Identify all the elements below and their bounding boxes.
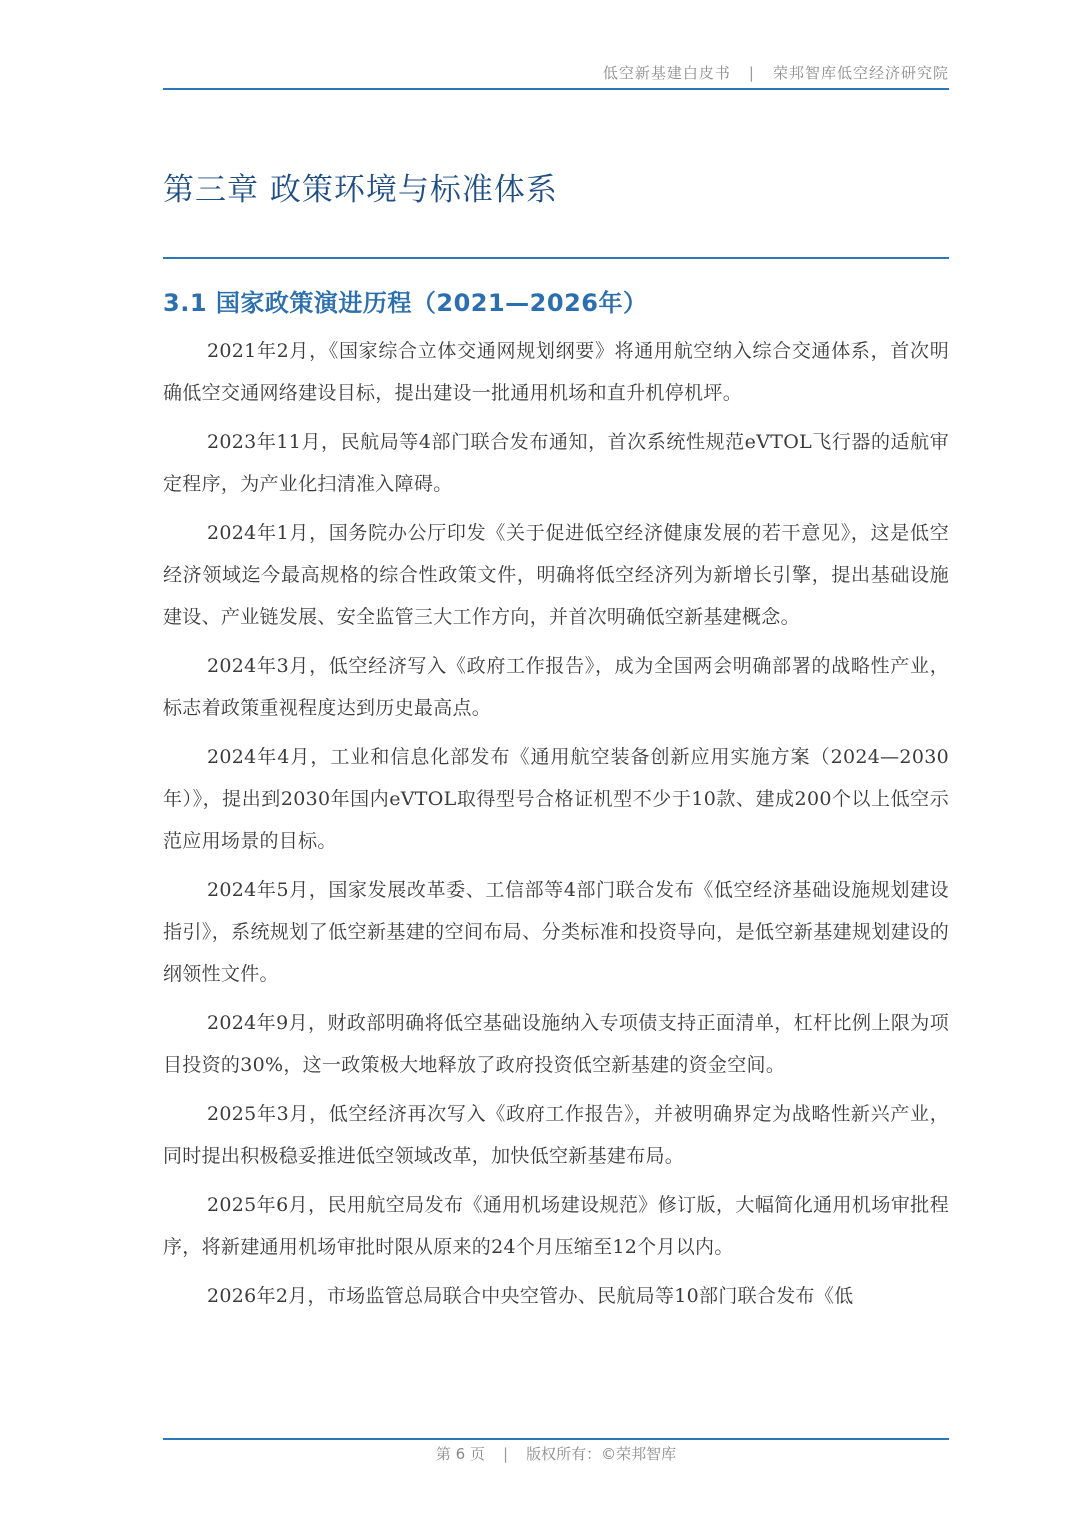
- chapter-divider: [163, 257, 949, 259]
- paragraph: 2024年9月，财政部明确将低空基础设施纳入专项债支持正面清单，杠杆比例上限为项目投资的30%，这一政策极大地释放了政府投资低空新基建的资金空间。: [163, 1012, 949, 1076]
- page-number: 第 6 页: [435, 1445, 485, 1463]
- footer-divider: [163, 1438, 949, 1440]
- header-institute-name: 荣邦智库低空经济研究院: [772, 64, 949, 82]
- paragraph: 2025年3月，低空经济再次写入《政府工作报告》，并被明确界定为战略性新兴产业，同时提出积极稳妥推进低空领域改革，加快低空新基建布局。: [163, 1103, 949, 1167]
- chapter-title: 第三章 政策环境与标准体系: [163, 172, 558, 208]
- paragraph: 2024年5月，国家发展改革委、工信部等4部门联合发布《低空经济基础设施规划建设指引》，系统规划了低空新基建的空间布局、分类标准和投资导向，是低空新基建规划建设的纲领性文件。: [163, 879, 949, 985]
- header-divider: [163, 88, 949, 90]
- header-separator: |: [748, 63, 755, 82]
- copyright-notice: 版权所有：©荣邦智库: [526, 1445, 677, 1463]
- paragraph: 2021年2月，《国家综合立体交通网规划纲要》将通用航空纳入综合交通体系，首次明确低空交通网络建设目标，提出建设一批通用机场和直升机停机坪。: [163, 340, 949, 404]
- page-header: [163, 62, 949, 83]
- paragraph: 2024年4月，工业和信息化部发布《通用航空装备创新应用实施方案（2024—2030年）》，提出到2030年国内eVTOL取得型号合格证机型不少于10款、建成200个以上低空示范应用场景的目标。: [163, 746, 949, 852]
- paragraph: 2024年1月，国务院办公厅印发《关于促进低空经济健康发展的若干意见》，这是低空经济领域迄今最高规格的综合性政策文件，明确将低空经济列为新增长引擎，提出基础设施建设、产业链发展、安全监管三大工作方向，并首次明确低空新基建概念。: [163, 522, 949, 628]
- paragraph: 2024年3月，低空经济写入《政府工作报告》，成为全国两会明确部署的战略性产业，标志着政策重视程度达到历史最高点。: [163, 655, 949, 719]
- paragraph: 2025年6月，民用航空局发布《通用机场建设规范》修订版，大幅简化通用机场审批程序，将新建通用机场审批时限从原来的24个月压缩至12个月以内。: [163, 1194, 949, 1258]
- footer-separator: |: [503, 1444, 509, 1463]
- body-content: [163, 330, 949, 1324]
- page-footer: [163, 1443, 949, 1464]
- paragraph: 2026年2月，市场监管总局联合中央空管办、民航局等10部门联合发布《低: [207, 1285, 854, 1307]
- section-title: 3.1 国家政策演进历程（2021—2026年）: [163, 289, 648, 317]
- header-document-title: 低空新基建白皮书: [602, 64, 731, 82]
- paragraph: 2023年11月，民航局等4部门联合发布通知，首次系统性规范eVTOL飞行器的适航审定程序，为产业化扫清准入障碍。: [163, 431, 949, 495]
